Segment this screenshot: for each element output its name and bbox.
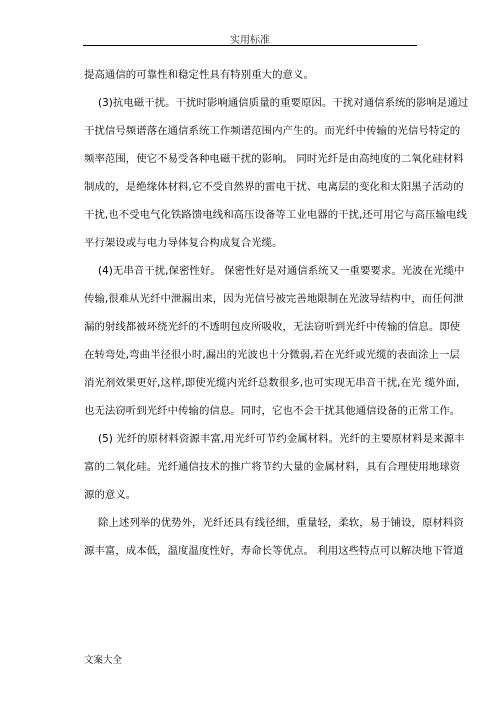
paragraph-line: 干扰,也不受电气化铁路馈电线和高压设备等工业电器的干扰,还可用它与高压输电线 (84, 209, 467, 221)
paragraph-line: 源丰富，成本低，温度温度性好，寿命长等优点。 利用这些特点可以解决地下管道 (84, 545, 464, 557)
paragraph-line: 除上述列举的优势外，光纤还具有线径细，重量轻，柔软，易于铺设，原材料资 (98, 517, 464, 529)
paragraph-line: 提高通信的可靠性和稳定性具有特别重大的意义。 (84, 69, 314, 81)
paragraph-line: 消光剂效果更好,这样,即使光缆内光纤总数很多,也可实现无串音干扰,在光 缆外面, (84, 377, 460, 389)
paragraph-line: 干扰信号频谱落在通信系统工作频谱范围内产生的。而光纤中传输的光信号特定的 (84, 125, 461, 137)
paragraph-line: (3)抗电磁干扰。干扰时影响通信质量的重要原因。干扰对通信系统的影响是通过 (98, 97, 469, 109)
paragraph-line: 源的意义。 (84, 489, 137, 501)
paragraph-line: 传输,很难从光纤中泄漏出来，因为光信号被完善地限制在光波导结构中，而任何泄 (84, 293, 464, 305)
page-header-title: 实用标准 (230, 35, 270, 46)
paragraph-line: 也无法窃听到光纤中传输的信息。同时，它也不会干扰其他通信设备的正常工作。 (84, 405, 461, 417)
paragraph-line: 漏的射线都被环绕光纤的不透明包皮所吸收，无法窃听到光纤中传输的信息。即使 (84, 321, 461, 333)
paragraph-line: (5) 光纤的原材料资源丰富,用光纤可节约金属材料。光纤的主要原材料是来源丰 (98, 433, 465, 445)
paragraph-line: (4)无串音干扰,保密性好。 保密性好是对通信系统又一重要要求。光波在光缆中 (98, 265, 465, 277)
paragraph-line: 平行架设或与电力导体复合构成复合光缆。 (84, 237, 283, 249)
page-footer-text: 文案大全 (84, 655, 123, 666)
paragraph-line: 富的二氧化硅。光纤通信技术的推广将节约大量的金属材料，具有合理使用地球资 (84, 461, 461, 473)
paragraph-line: 在转弯处,弯曲半径很小时,漏出的光波也十分微弱,若在光纤或光缆的表面涂上一层 (84, 349, 460, 361)
paragraph-line: 制成的，是绝缘体材料,它不受自然界的雷电干扰、电离层的变化和太阳黑子活动的 (84, 181, 464, 193)
paragraph-line: 频率范围，使它不易受各种电磁干扰的影响。 同时光纤是由高纯度的二氧化硅材料 (84, 153, 464, 165)
